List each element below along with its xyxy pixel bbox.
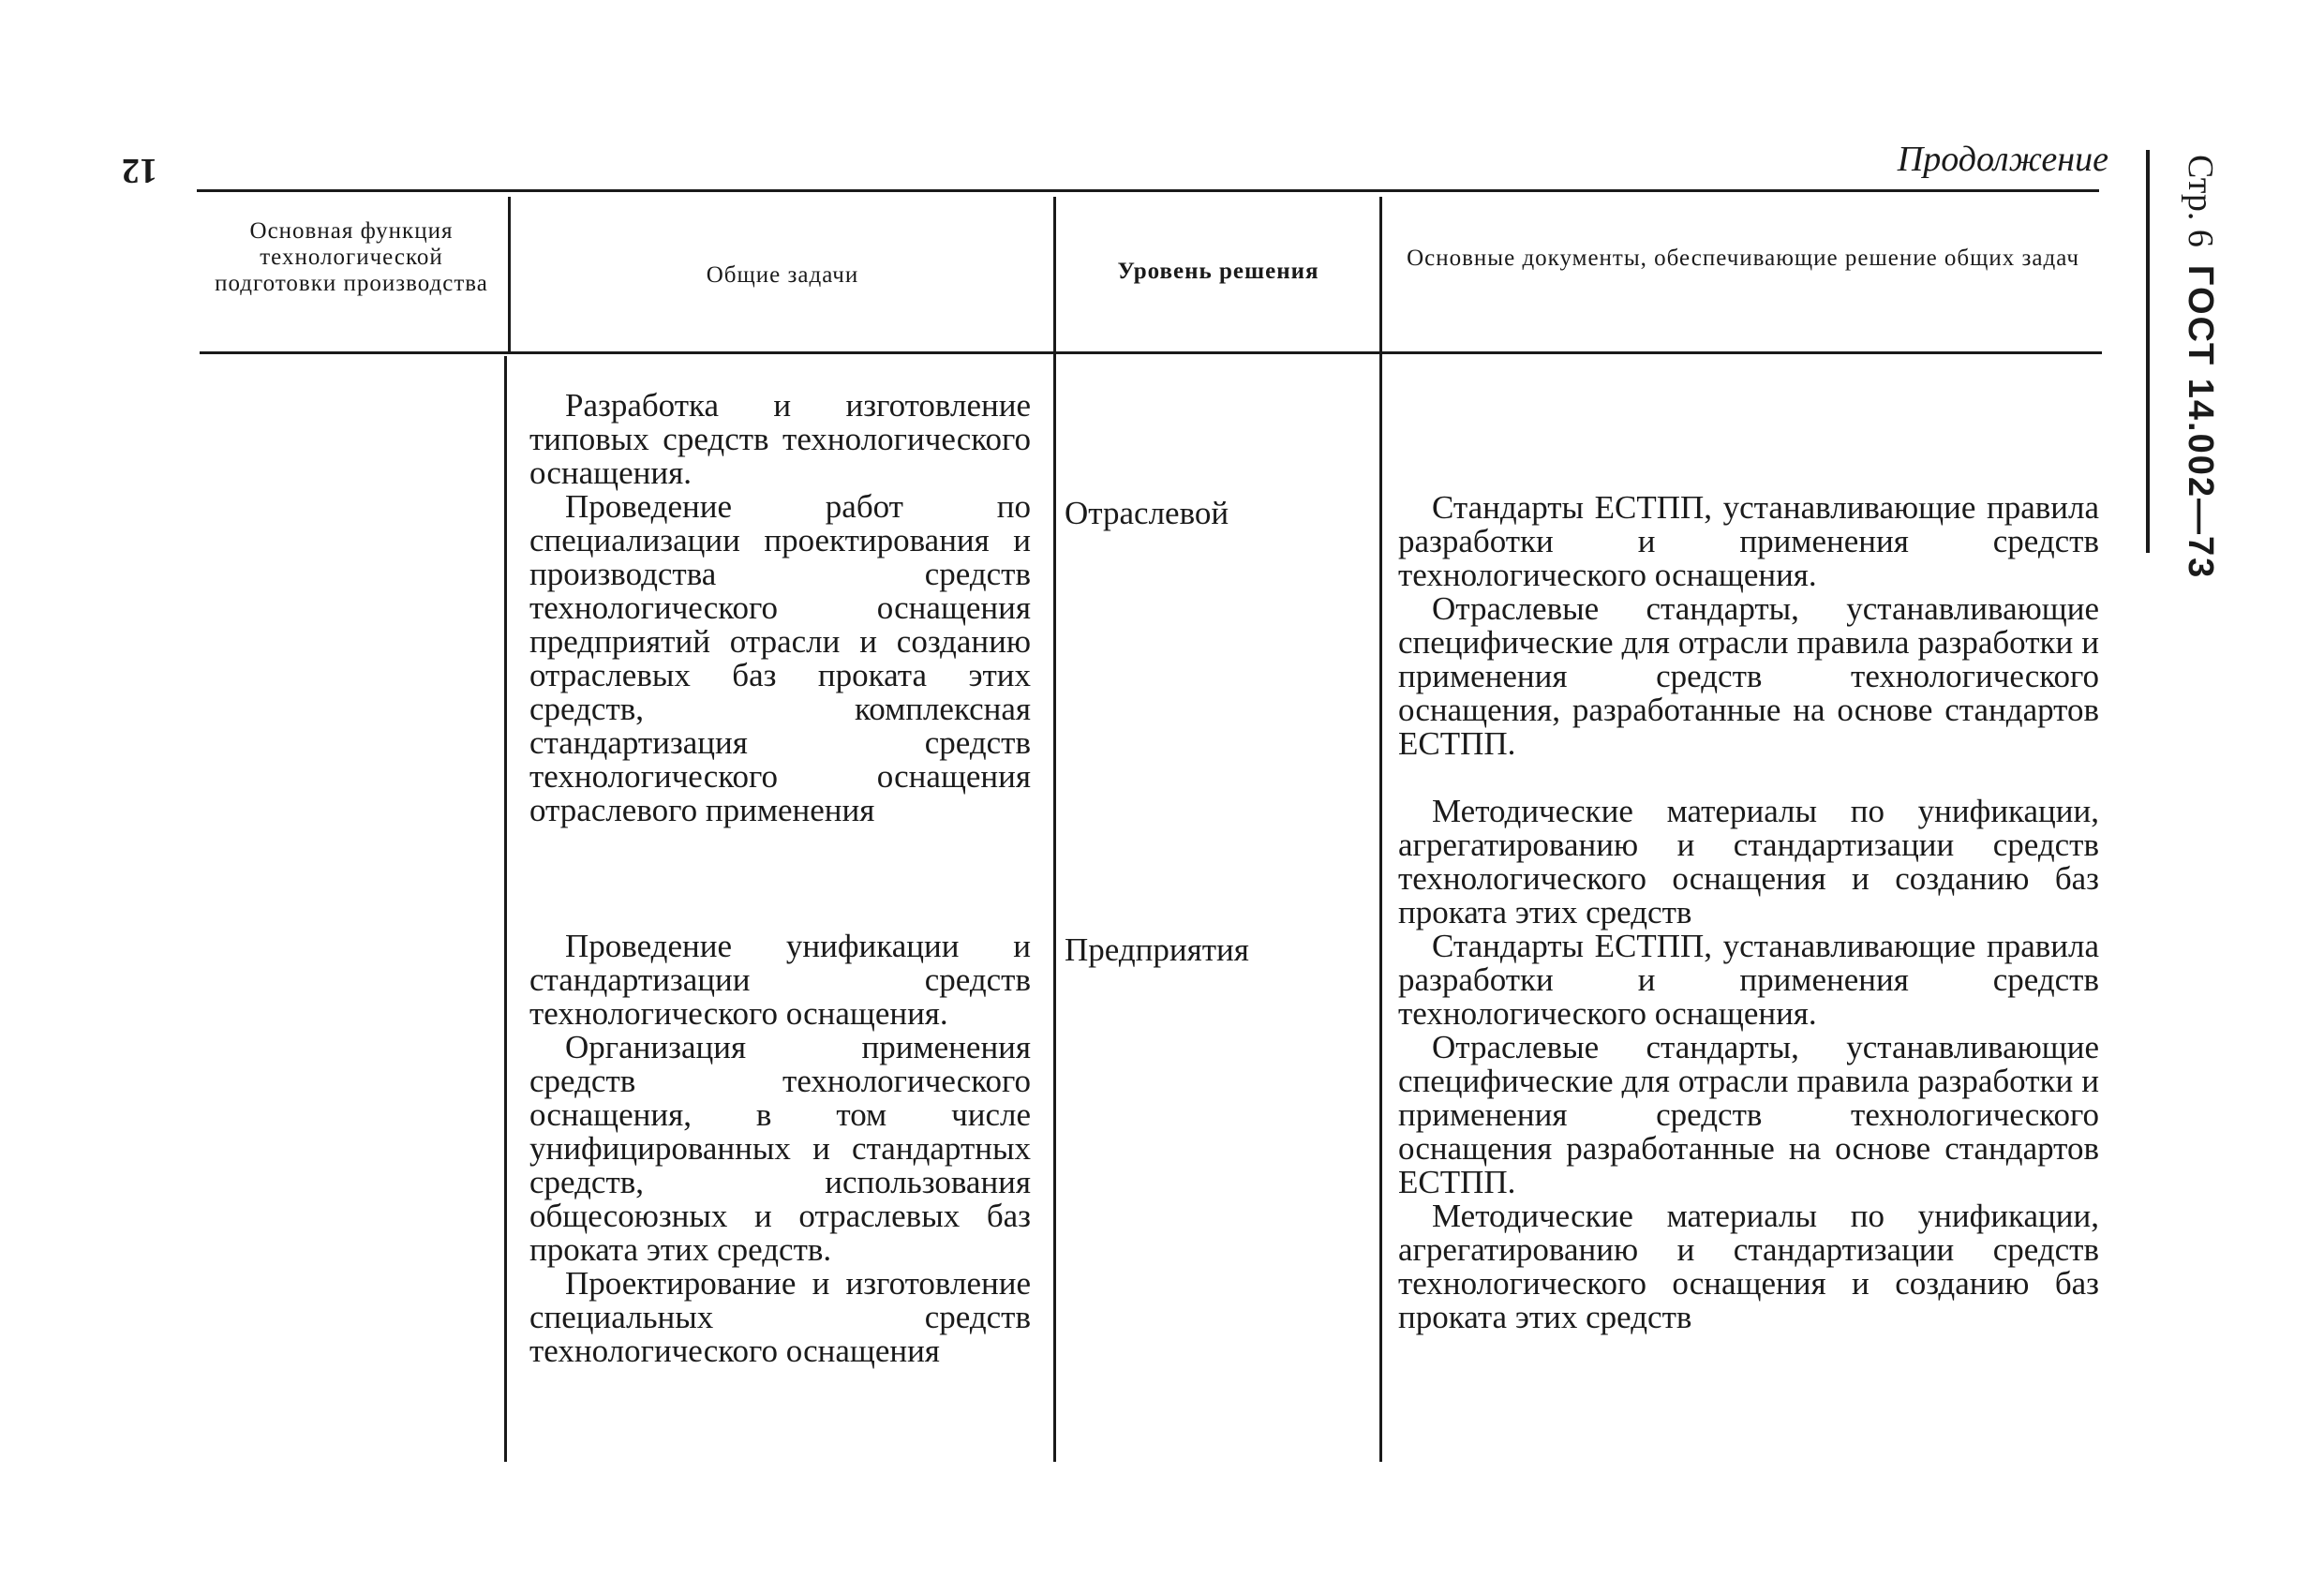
task-paragraph: Проектирование и изготовление специальных средств технологического оснащения <box>529 1265 1031 1369</box>
document-paragraph: Отраслевые стандарты, устанавливающие специфические для отрасли правила разработки и применения средств технологического оснащения разработанные на основе стандартов ЕСТПП. <box>1398 1029 2099 1200</box>
document-paragraph: Методические материалы по унификации, агрегатированию и стандартизации средств технологического оснащения и созданию баз проката этих средств <box>1398 793 2099 930</box>
header-col-tasks: Общие задачи <box>706 262 859 288</box>
col-divider-3 <box>1379 197 1382 1462</box>
side-rule <box>2146 150 2150 553</box>
table-top-rule <box>197 189 2099 192</box>
col-divider-2 <box>1053 197 1056 1462</box>
task-paragraph: Проведение работ по специализации проектирования и производства средств технологического оснащения предприятий отрасли и созданию отраслевых баз проката этих средств, комплексная стандартизация средств технологического оснащения отраслевого применения <box>529 488 1031 828</box>
document-paragraph: Методические материалы по унификации, агрегатированию и стандартизации средств технологического оснащения и созданию баз проката этих средств <box>1398 1198 2099 1335</box>
continuation-label: Продолжение <box>1897 140 2108 179</box>
document-paragraph: Стандарты ЕСТПП, устанавливающие правила разработки и применения средств технологического оснащения. <box>1398 928 2099 1032</box>
side-page-label: Стр. 6 <box>2181 155 2220 247</box>
level-label: Отраслевой <box>1065 495 1229 531</box>
document-paragraph: Отраслевые стандарты, устанавливающие специфические для отрасли правила разработки и применения средств технологического оснащения, разработанные на основе стандартов ЕСТПП. <box>1398 590 2099 762</box>
col-divider-1b <box>504 356 507 1462</box>
header-col-documents: Основные документы, обеспечивающие решение общих задач <box>1407 246 2079 271</box>
header-col-level: Уровень решения <box>1117 259 1319 284</box>
side-document-label <box>2146 155 2221 604</box>
document-paragraph: Стандарты ЕСТПП, устанавливающие правила разработки и применения средств технологического оснащения. <box>1398 489 2099 593</box>
task-paragraph: Организация применения средств технологического оснащения, в том числе унифицированных и стандартных средств, использования общесоюзных и отраслевых баз проката этих средств. <box>529 1029 1031 1268</box>
level-label: Предприятия <box>1065 931 1249 968</box>
side-gost-label: ГОСТ 14.002—73 <box>2181 264 2220 580</box>
col-divider-1 <box>508 197 511 351</box>
task-paragraph: Проведение унификации и стандартизации средств технологического оснащения. <box>529 928 1031 1032</box>
page-number: 12 <box>122 151 157 190</box>
task-paragraph: Разработка и изготовление типовых средств технологического оснащения. <box>529 387 1031 491</box>
header-col-function: Основная функция технологической подготовки производства <box>215 218 488 296</box>
header-bottom-rule <box>200 351 2102 354</box>
